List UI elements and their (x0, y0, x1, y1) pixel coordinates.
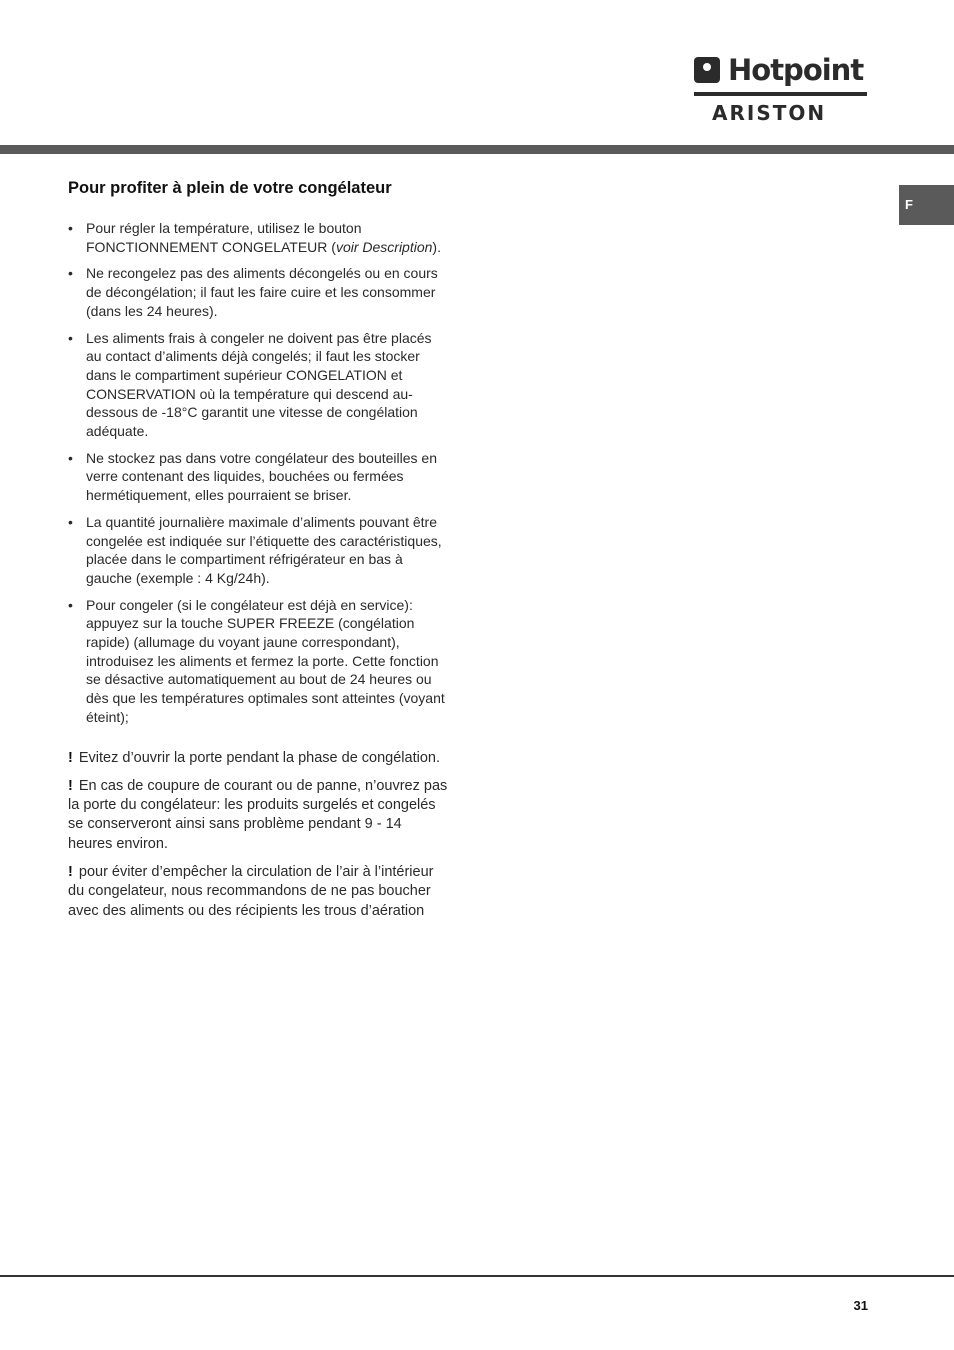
list-item (68, 513, 448, 588)
section-title: Pour profiter à plein de votre congélateur (68, 179, 392, 197)
list-item-text: La quantité journalière maximale d’aliments pouvant être congelée est indiquée sur l’étiquette des caractéristiques, placée dans le compartiment réfrigérateur en bas à gauche (exemple : 4 Kg/24h). (86, 513, 442, 586)
warning-note-text: Evitez d’ouvrir la porte pendant la phase de congélation. (78, 749, 441, 766)
brand-subname: ARISTON (712, 101, 827, 125)
list-item (68, 329, 448, 441)
warning-note-text: En cas de coupure de courant ou de panne, n’ouvrez pas la porte du congélateur: les produits surgelés et congelés se conserveront ainsi sans problème pendant 9 - 14 heures environ. (68, 777, 448, 852)
bullet-icon: • (68, 220, 73, 236)
bullet-icon: • (68, 329, 73, 346)
list-item (68, 596, 448, 727)
list-item (68, 219, 448, 256)
brand-mark-icon (694, 57, 720, 83)
list-item-text-start: Pour régler la température, utilisez le bouton FONCTIONNEMENT CONGELATEUR ( (86, 220, 362, 255)
header-bar (0, 145, 954, 154)
warning-notes (68, 749, 448, 921)
warning-icon: ! (68, 777, 73, 794)
list-item (68, 264, 448, 320)
main-content (68, 177, 448, 930)
warning-icon: ! (68, 749, 73, 766)
warning-note-text: pour éviter d’empêcher la circulation de l’air à l’intérieur du congelateur, nous recommandons de ne pas boucher avec des aliments ou des récipients les trous d’aération (68, 864, 434, 919)
bullet-icon: • (68, 596, 73, 613)
warning-note (68, 777, 448, 854)
brand-name: Hotpoint (728, 53, 864, 87)
list-item-text-end: ). (432, 238, 441, 255)
list-item (68, 449, 448, 505)
tips-list (68, 219, 448, 727)
brand-mark-dot (703, 63, 711, 71)
warning-note (68, 863, 448, 921)
brand-top-row (694, 54, 863, 86)
list-item-text: Ne stockez pas dans votre congélateur des bouteilles en verre contenant des liquides, bouchées ou fermées hermétiquement, elles pourraient se briser. (86, 449, 437, 504)
footer-divider (0, 1275, 954, 1277)
brand-logo (694, 54, 868, 126)
page-number: 31 (853, 1298, 868, 1313)
bullet-icon: • (68, 513, 73, 530)
list-item-text: Ne recongelez pas des aliments décongelés ou en cours de décongélation; il faut les faire cuire et les consommer (dans les 24 heures). (86, 265, 438, 319)
list-item-text: Les aliments frais à congeler ne doivent pas être placés au contact d’aliments déjà congelés; il faut les stocker dans le compartiment supérieur CONGELATION et CONSERVATION où la température qui descend au-dessous de -18°C garantit une vitesse de congélation adéquate. (86, 329, 432, 440)
list-item-text-italic: voir Description (335, 238, 433, 255)
warning-note (68, 749, 448, 768)
bullet-icon: • (68, 449, 73, 466)
brand-divider (694, 92, 867, 96)
list-item-text: Pour congeler (si le congélateur est déjà en service): appuyez sur la touche SUPER FREEZE (congélation rapide) (allumage du voyant jaune correspondant), introduisez les aliments et fermez la porte. Cette fonction se désactive automatiquement au bout de 24 heures ou dès que les températures optimales sont atteintes (voyant éteint); (86, 596, 445, 725)
warning-icon: ! (68, 864, 73, 881)
language-tab: F (899, 185, 954, 225)
bullet-icon: • (68, 265, 73, 282)
